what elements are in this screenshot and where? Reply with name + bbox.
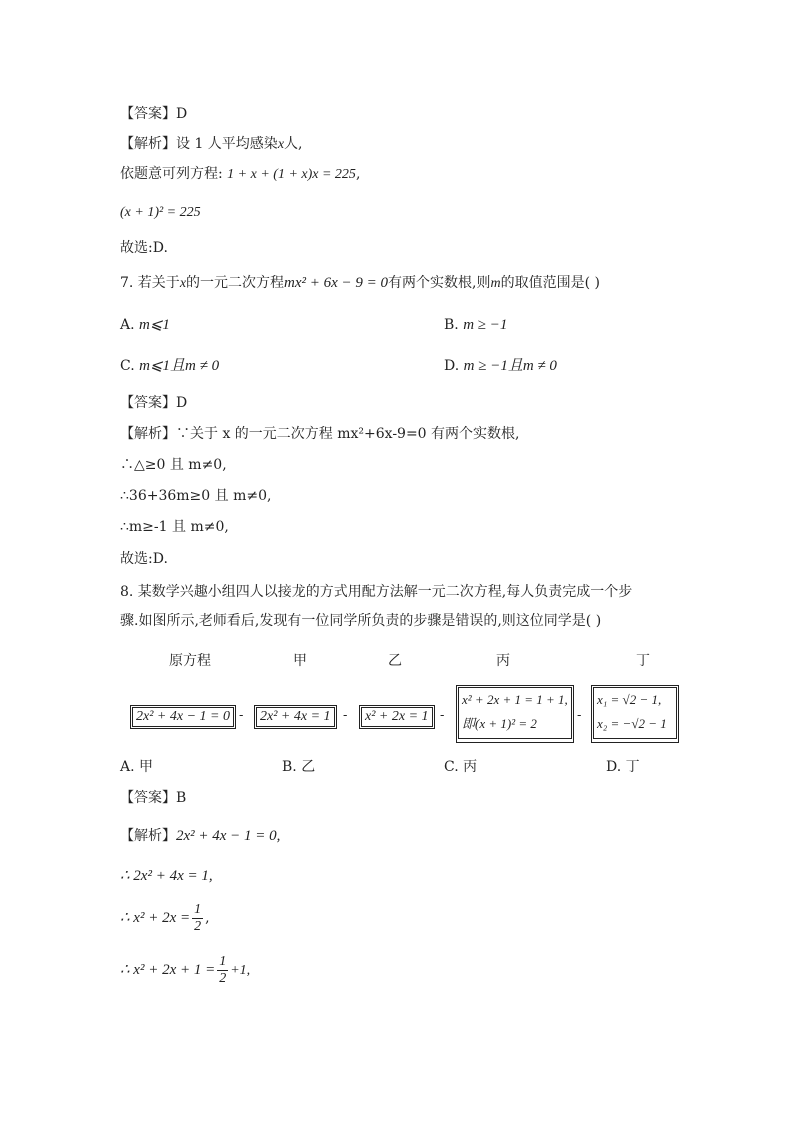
answer-label: 【答案】	[120, 395, 176, 411]
arrow: -	[343, 708, 348, 723]
q8-analysis-2	[120, 866, 213, 886]
analysis-text: ∴△≥0 且 m≠0,	[120, 457, 227, 473]
option-letter: A.	[120, 317, 135, 333]
q7-option-b	[444, 315, 507, 335]
punctuation: ,	[205, 910, 210, 926]
q7-analysis-2	[120, 455, 227, 475]
q7-option-a	[120, 315, 170, 335]
box-yi	[359, 705, 435, 729]
option-letter: A.	[120, 759, 135, 775]
fraction	[192, 902, 203, 935]
conclusion: 故选:D.	[120, 240, 168, 256]
answer-label: 【答案】	[120, 790, 176, 806]
option-text: m⩽1	[139, 317, 170, 333]
stem-text: 7. 若关于	[120, 275, 180, 291]
numerator: 1	[194, 901, 202, 917]
box-text: 即(x + 1)² = 2	[462, 716, 537, 731]
box-text: 2x² + 4x = 1	[256, 707, 335, 727]
denominator: 2	[194, 918, 202, 934]
equation-intro: 依题意可列方程:	[120, 166, 223, 182]
variable: x	[179, 276, 187, 291]
answer-value: B	[176, 790, 187, 806]
q8-answer-line	[120, 788, 186, 808]
option-letter: B.	[444, 317, 459, 333]
q6-answer-line	[120, 104, 187, 124]
denominator: 2	[219, 970, 227, 986]
header-yi: 乙	[388, 653, 402, 669]
arrow: -	[440, 708, 445, 723]
q8-option-a	[120, 757, 153, 777]
box-original-equation	[130, 705, 236, 729]
option-letter: C.	[444, 759, 459, 775]
equation-1: 1 + x + (1 + x)x = 225	[227, 167, 356, 182]
box-text: x₁ = √2 − 1,	[597, 692, 662, 707]
analysis-equation: 2x² + 4x − 1 = 0,	[176, 828, 281, 844]
q7-conclusion	[120, 549, 168, 569]
header-original-equation: 原方程	[169, 653, 211, 669]
q6-equation-intro	[120, 164, 360, 185]
box-ding	[591, 685, 679, 743]
answer-label: 【答案】	[120, 106, 176, 122]
option-text: m⩽1且m ≠ 0	[139, 358, 220, 374]
q7-analysis-4	[120, 517, 229, 537]
equation-2: (x + 1)² = 225	[120, 205, 201, 220]
option-text: 甲	[139, 759, 154, 775]
option-letter: B.	[282, 759, 297, 775]
variable: x	[277, 137, 285, 152]
header-bing: 丙	[496, 653, 510, 669]
analysis-equation: ∴ 2x² + 4x = 1,	[120, 868, 213, 884]
analysis-text: 人,	[284, 136, 303, 152]
q7-analysis-3	[120, 486, 271, 506]
arrow: -	[239, 708, 244, 723]
q8-option-d	[606, 757, 640, 777]
numerator: 1	[219, 953, 227, 969]
analysis-text: ∵关于 x 的一元二次方程 mx²+6x-9=0 有两个实数根,	[176, 426, 520, 442]
box-inner	[593, 687, 677, 739]
q7-answer-line	[120, 393, 187, 413]
stem-text: 的取值范围是( )	[500, 275, 600, 291]
stem-equation: mx² + 6x − 9 = 0	[284, 275, 389, 291]
analysis-label: 【解析】	[120, 136, 176, 152]
stem-text: 有两个实数根,则	[388, 275, 491, 291]
q7-stem	[120, 273, 600, 294]
analysis-text: ∴m≥-1 且 m≠0,	[120, 519, 229, 535]
box-bing	[456, 685, 574, 743]
box-text: x² + 2x = 1	[361, 707, 433, 727]
option-letter: D.	[444, 358, 460, 374]
box-text: 2x² + 4x − 1 = 0	[132, 707, 234, 727]
q8-analysis-4	[120, 952, 250, 989]
box-jia	[254, 705, 337, 729]
q8-option-b	[282, 757, 315, 777]
q6-equation-2	[120, 202, 201, 223]
analysis-equation: ∴ x² + 2x =	[120, 910, 191, 926]
option-text: m ≥ −1且m ≠ 0	[463, 358, 557, 374]
q8-stem-1	[120, 582, 632, 602]
box-text: x² + 2x + 1 = 1 + 1,	[462, 692, 568, 707]
variable: m	[490, 276, 501, 291]
fraction	[217, 954, 228, 987]
answer-value: D	[176, 106, 188, 122]
q8-option-c	[444, 757, 477, 777]
analysis-text: ∴36+36m≥0 且 m≠0,	[120, 488, 272, 504]
option-letter: D.	[606, 759, 622, 775]
analysis-label: 【解析】	[120, 426, 176, 442]
punctuation: ,	[355, 166, 361, 182]
box-text: x₂ = −√2 − 1	[597, 716, 667, 731]
analysis-label: 【解析】	[120, 828, 176, 844]
analysis-text: 设 1 人平均感染	[176, 136, 278, 152]
option-text: 丙	[463, 759, 478, 775]
q6-analysis-line	[120, 134, 302, 155]
option-text: 丁	[625, 759, 640, 775]
punctuation: +1,	[230, 963, 251, 978]
option-letter: C.	[120, 358, 135, 374]
stem-text: 8. 某数学兴趣小组四人以接龙的方式用配方法解一元二次方程,每人负责完成一个步	[120, 584, 633, 600]
option-text: 乙	[301, 759, 316, 775]
header-jia: 甲	[293, 653, 307, 669]
stem-text: 的一元二次方程	[186, 275, 285, 291]
q8-stem-2	[120, 611, 601, 631]
q7-option-c	[120, 356, 219, 376]
answer-value: D	[176, 395, 188, 411]
analysis-equation: ∴ x² + 2x + 1 =	[120, 962, 216, 978]
stem-text: 骤.如图所示,老师看后,发现有一位同学所负责的步骤是错误的,则这位同学是( )	[120, 613, 602, 629]
box-inner	[458, 687, 572, 739]
q7-analysis-1	[120, 424, 520, 444]
option-text: m ≥ −1	[463, 317, 508, 333]
arrow: -	[577, 708, 582, 723]
conclusion: 故选:D.	[120, 551, 168, 567]
q8-analysis-1	[120, 826, 280, 846]
q6-conclusion	[120, 238, 168, 258]
q8-analysis-3	[120, 900, 210, 936]
header-ding: 丁	[636, 653, 650, 669]
q7-option-d	[444, 356, 557, 376]
